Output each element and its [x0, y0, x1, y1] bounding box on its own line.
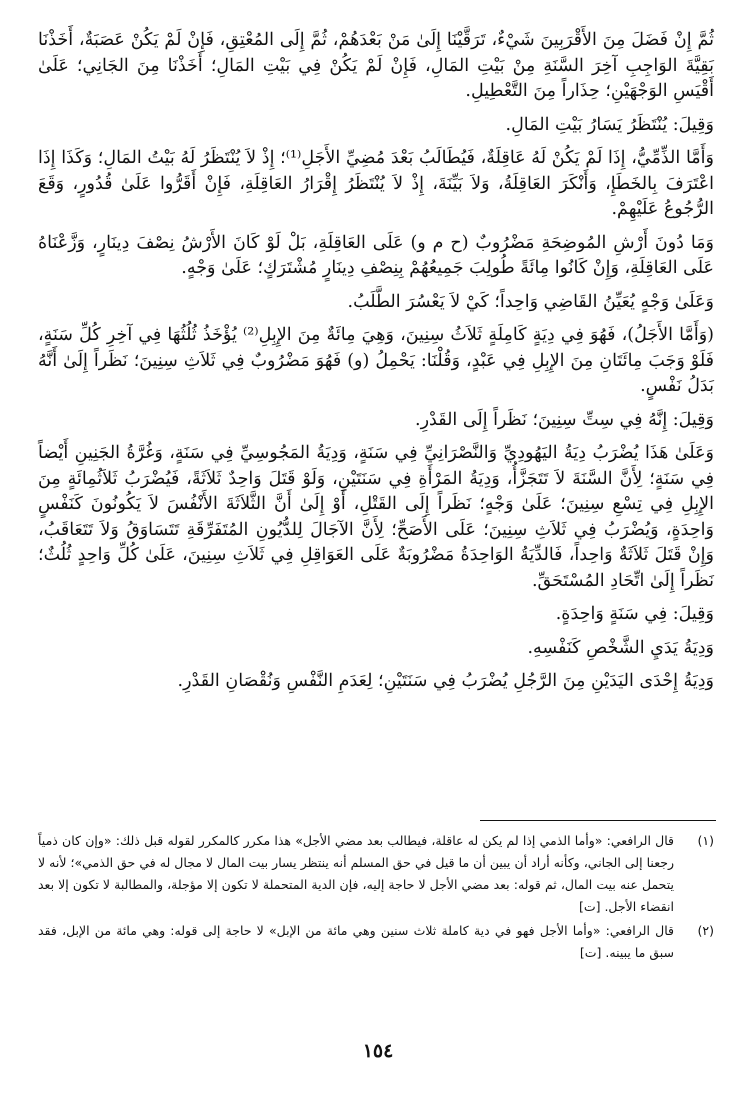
- paragraph: وَأَمَّا الذِّمِّيُّ، إِذَا لَمْ يَكُنْ لَهُ عَاقِلَةٌ، فَيُطَالَبُ بَعْدَ مُضِيِّ الأَجَلِ⁽¹⁾؛ إِذْ لاَ يُنْتَظَرُ لَهُ بَيْتُ المَالِ؛ وَكَذَا إِذَا اعْتَرَفَ بِالخَطَإِ، وَأَنْكَرَ العَاقِلَةُ، وَلاَ بَيِّنَةَ، إِذْ لاَ يُنْتَظَرُ إِقْرَارُ العَاقِلَةِ، فَإِنْ أَقَرُّوا عَلَىٰ قُدُورٍ، وَقَعَ الرُّجُوعُ عَلَيْهِمْ.: [38, 148, 714, 219]
- footnote-text: قال الرافعي: «وأما الذمي إذا لم يكن له عاقلة، فيطالب بعد مضي الأجل» هذا مكرر كالمكرر لقوله قبل ذلك: «وإن كان ذمياً رجعنا إلى الجاني، وكأنه أراد أن يبين أن ما قيل في حق المسلم أنه ينتظر يسار بيت المال لا مجال له في حق الذمي»؛ لأنه لا يتحمل عنه بيت المال، ثم قوله: بعد مضي الأجل لا حاجة إليه، فإن الدية المتحملة لا تكون إلا مؤجلة، والمطالبة لا تكون إلا بعد انقضاء الأجل. [ت]: [38, 833, 674, 914]
- footnotes: [38, 830, 714, 966]
- main-text: [38, 28, 714, 703]
- footnote: [38, 920, 714, 964]
- footnote-number: (١): [697, 833, 714, 848]
- paragraph: وَقِيلَ: يُنْتَظَرُ يَسَارُ بَيْتِ المَالِ.: [505, 114, 714, 135]
- paragraph: وَقِيلَ: فِي سَنَةٍ وَاحِدَةٍ.: [555, 604, 714, 624]
- paragraph: وَعَلَىٰ وَجْهٍ يُعَيِّنُ القَاضِي وَاحِداً؛ كَيْ لاَ يَعْسُرَ الطَّلَبُ.: [347, 291, 714, 312]
- paragraph: وَعَلَىٰ هَذَا يُضْرَبُ دِيَةُ اليَهُودِيِّ وَالنَّصْرَانِيِّ فِي سَنَةٍ، وَدِيَةُ المَجُوسِيِّ فِي سَنَةٍ، وَغُرَّةُ الجَنِينِ أَيْضاً فِي سَنَةٍ؛ لِأَنَّ السَّنَةَ لاَ تَتَجَزَّأُ، وَدِيَةُ المَرْأَةِ فِي سَنَتَيْنِ، وَلَوْ قَتَلَ وَاحِدٌ ثَلاَثَةً، فَيُضْرَبُ ثَلاَثُمِائَةٍ مِنَ الإِبِلِ فِي تِسْعِ سِنِينَ؛ عَلَىٰ وَجْهٍ؛ نَظَراً إِلَى القَتْلِ، أَوْ إِلَىٰ أَنَّ الثَّلاَثَةَ الأَنْفُسَ لاَ يَكُونُونَ كَنَفْسٍ وَاحِدَةٍ، وَيُضْرَبُ فِي ثَلاَثِ سِنِينَ؛ عَلَى الأَصَحِّ؛ لِأَنَّ الآجَالَ لِلدُّيُونِ المُتَفَرِّقَةِ تَتَسَاوَقُ وَلاَ تَتَعَاقَبُ، وَإِنْ قَتَلَ ثَلاَثَةٌ وَاحِداً، فَالدِّيَةُ الوَاحِدَةُ مَضْرُوبَةٌ عَلَى العَوَاقِلِ فِي ثَلاَثِ سِنِينَ، عَلَىٰ كُلِّ وَاحِدٍ ثُلُثٌ؛ نَظَراً إِلَىٰ اتِّحَادِ المُسْتَحَقِّ.: [38, 443, 714, 591]
- page-number: ١٥٤: [362, 1040, 394, 1062]
- footnote-text: قال الرافعي: «وأما الأجل فهو في دية كاملة ثلاث سنين وهي مائة من الإبل» لا حاجة إلى قوله: وهي مائة من الإبل، فقد سبق ما يبينه. [ت]: [38, 923, 674, 960]
- footnote-number: (٢): [697, 923, 714, 938]
- footnote-separator: [480, 820, 716, 821]
- paragraph: (وَأَمَّا الأَجَلُ)، فَهُوَ فِي دِيَةٍ كَامِلَةٍ ثَلاَثُ سِنِينَ، وَهِيَ مِائَةٌ مِنَ الإِبِلِ⁽²⁾ يُؤْخَذُ ثُلُثُهَا فِي آخِرِ كُلِّ سَنَةٍ، فَلَوْ وَجَبَ مِائَتَانِ مِنَ الإِبِلِ فِي عَبْدٍ، وَقُلْنَا: يَحْمِلُ (و) فَهُوَ مَضْرُوبٌ فِي ثَلاَثِ سِنِينَ؛ نَظَراً إِلَىٰ أَنَّهُ بَدَلُ نَفْسٍ.: [38, 325, 714, 396]
- paragraph: وَدِيَةُ إِحْدَى اليَدَيْنِ مِنَ الرَّجُلِ يُضْرَبُ فِي سَنَتَيْنِ؛ لِعَدَمِ النَّفْسِ وَنُقْصَانِ القَدْرِ.: [177, 671, 714, 691]
- footnote: [38, 830, 714, 918]
- paragraph: ثُمَّ إِنْ فَضَلَ مِنَ الأَقْرَبِينَ شَيْءٌ، تَرَقَّيْنَا إِلَىٰ مَنْ بَعْدَهُمْ، ثُمَّ إِلَى المُعْتِقِ، فَإِنْ لَمْ يَكُنْ عَصَبَةٌ، أَخَذْنَا بَقِيَّةَ الوَاجِبِ آخِرَ السَّنَةِ مِنْ بَيْتِ المَالِ، فَإِنْ لَمْ يَكُنْ فِي بَيْتِ المَالِ؛ أَخَذْنَا مِنَ الجَانِي؛ عَلَىٰ أَقْيَسِ الوَجْهَيْنِ؛ حِذَاراً مِنَ التَّعْطِيلِ.: [38, 30, 714, 101]
- paragraph: وَقِيلَ: إِنَّهُ فِي سِتِّ سِنِينَ؛ نَظَراً إِلَى القَدْرِ.: [415, 409, 714, 430]
- paragraph: وَدِيَةُ يَدَيِ الشَّخْصِ كَنَفْسِهِ.: [527, 637, 714, 658]
- paragraph: وَمَا دُونَ أَرْشِ المُوضِحَةِ مَضْرُوبٌ (ح م و) عَلَى العَاقِلَةِ، بَلْ لَوْ كَانَ الأَرْشُ نِصْفَ دِينَارٍ، وَزَّعْنَاهُ عَلَى العَاقِلَةِ، وَإِنْ كَانُوا مِائَةً طُولِبَ جَمِيعُهُمْ بِنِصْفِ دِينَارٍ مُشْتَرَكٍ؛ عَلَىٰ وَجْهٍ.: [38, 232, 714, 278]
